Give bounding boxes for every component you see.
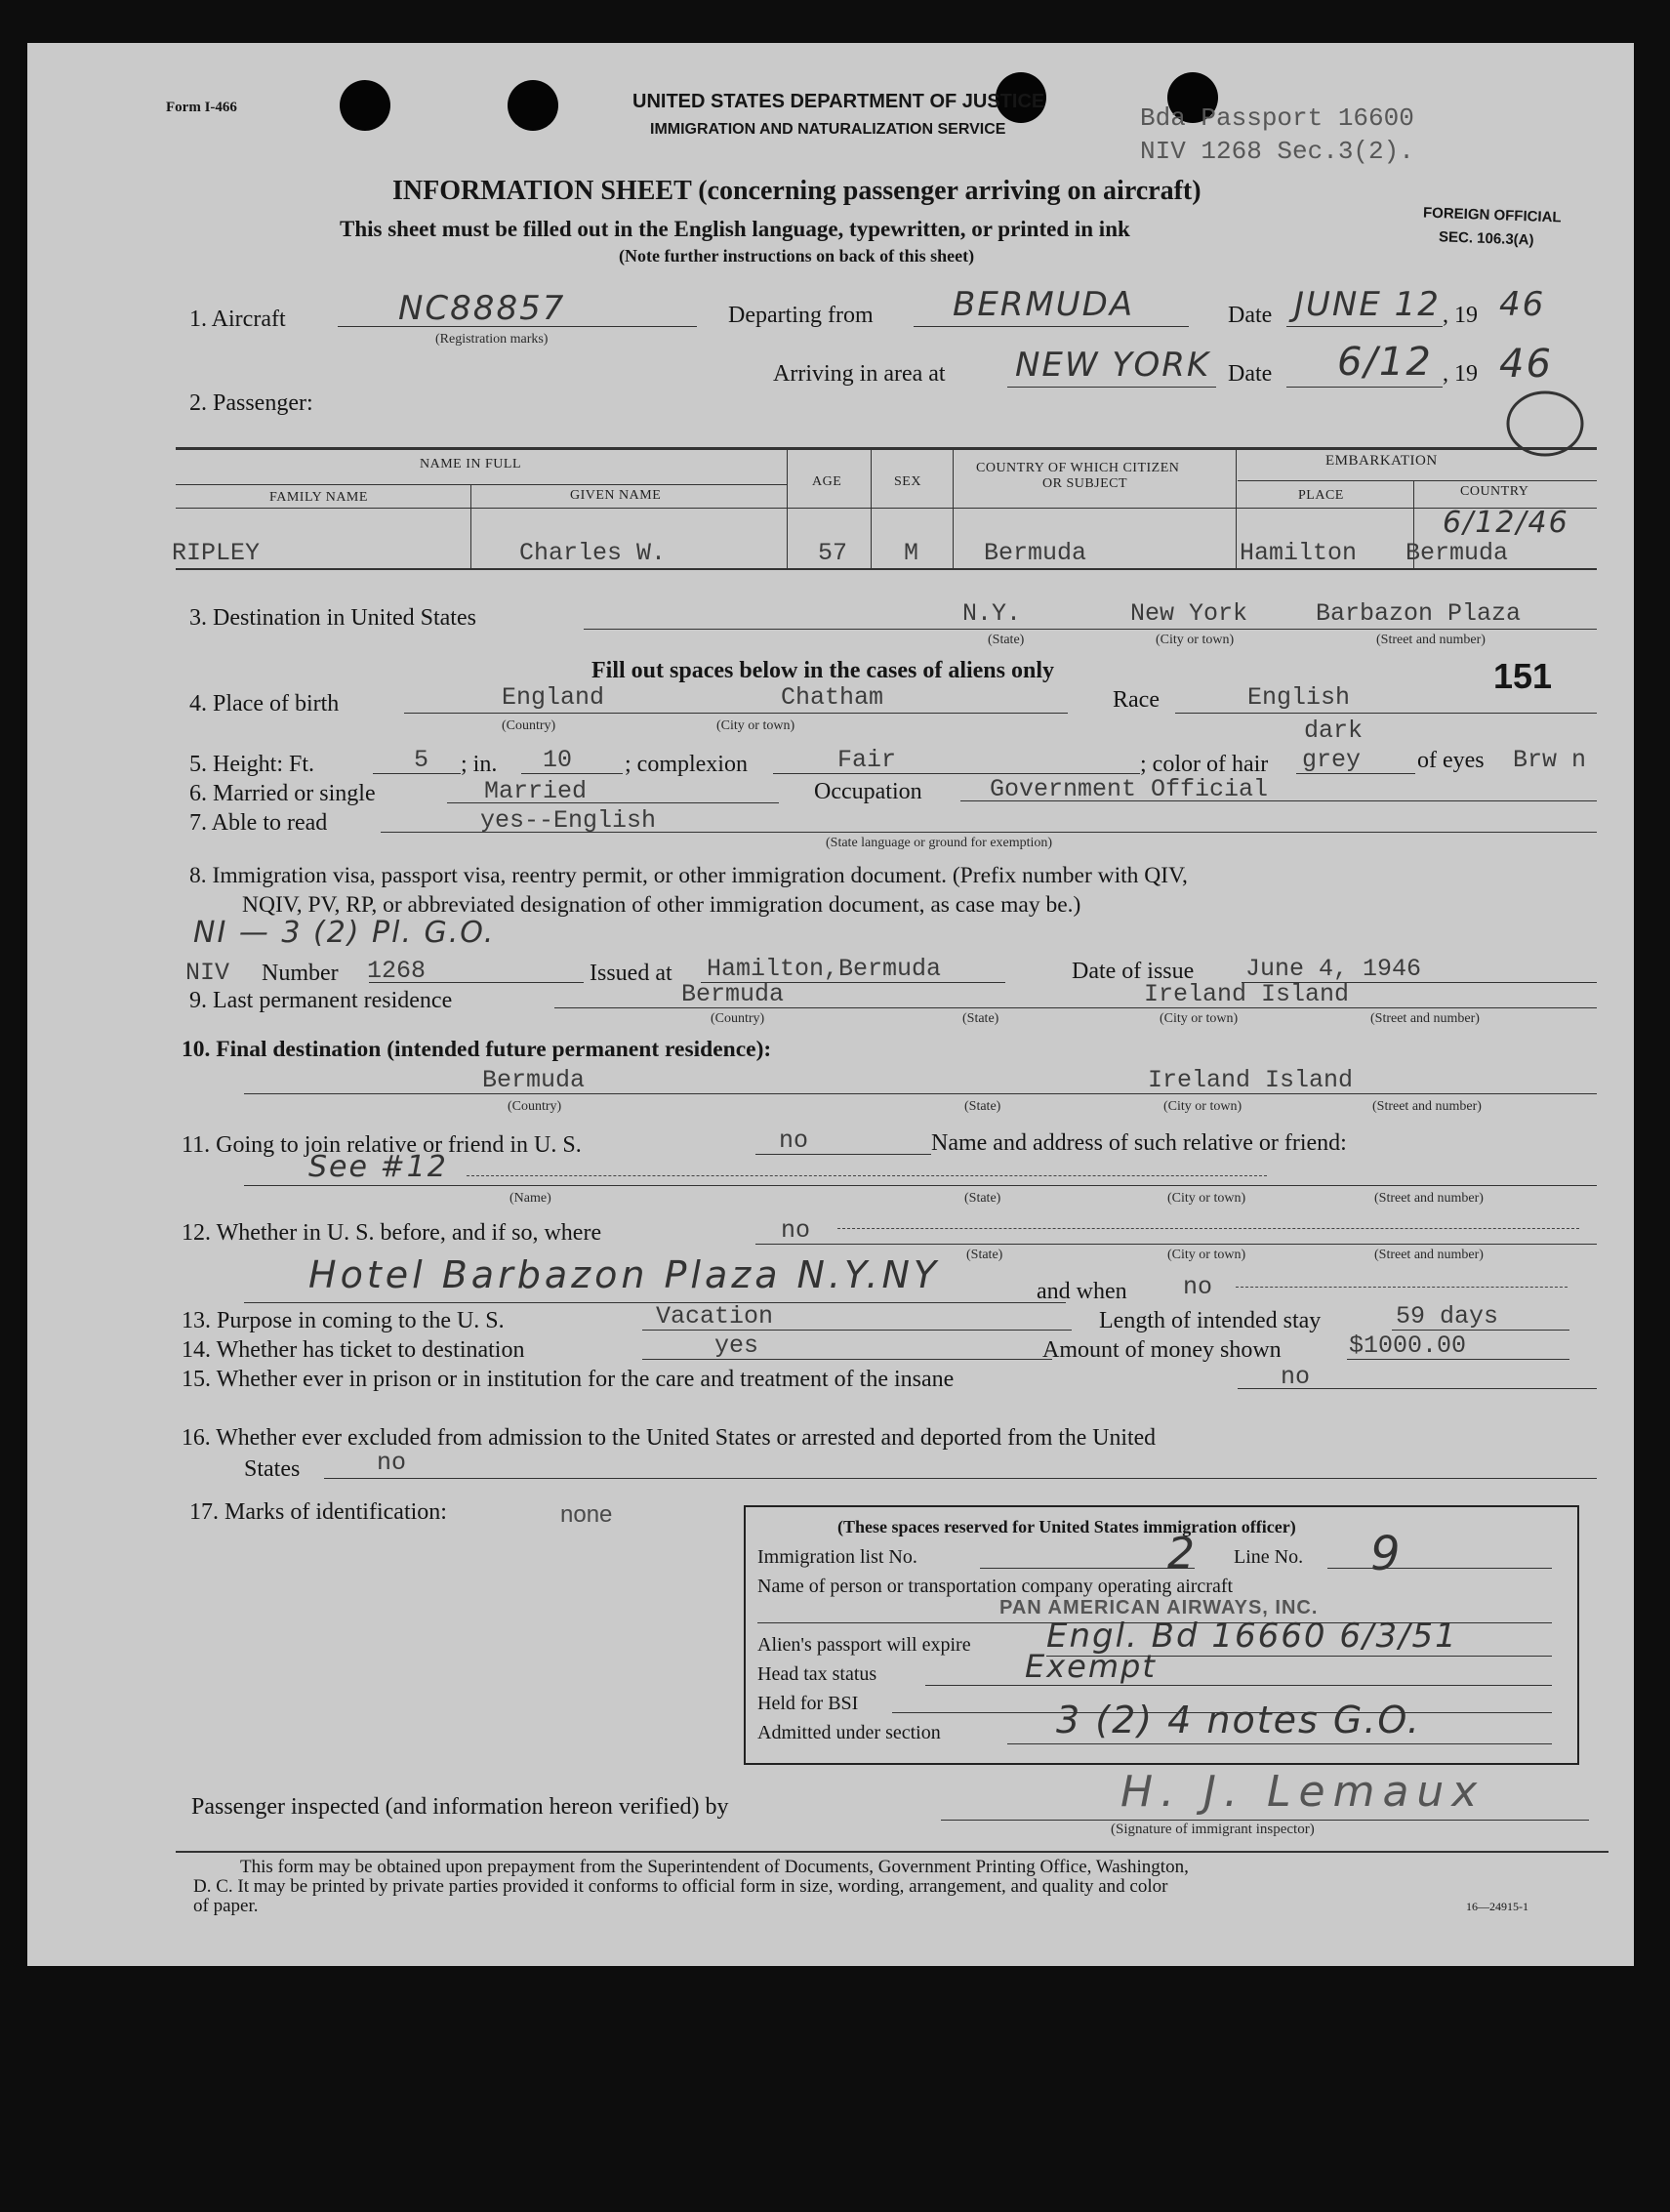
issued-value: Hamilton,Bermuda <box>707 955 942 983</box>
registration-caption: (Registration marks) <box>435 332 549 347</box>
stay-value: 59 days <box>1396 1302 1499 1331</box>
underline <box>404 713 1068 714</box>
header-country: COUNTRY <box>1460 484 1529 499</box>
q6-marital-label: 6. Married or single <box>189 781 376 806</box>
form-note: (Note further instructions on back of this sheet) <box>619 246 975 266</box>
eyes-label: of eyes <box>1417 748 1485 773</box>
table-col-divider <box>953 447 954 568</box>
table-header-bottom <box>176 508 1597 509</box>
read-caption: (State language or ground for exemption) <box>826 836 1053 850</box>
money-label: Amount of money shown <box>1042 1337 1282 1363</box>
form-subtitle: This sheet must be filled out in the English language, typewritten, or printed in ink <box>340 217 1130 241</box>
arrival-date-label: Date <box>1228 361 1273 387</box>
excluded-value: no <box>377 1449 407 1477</box>
caption-state: (State) <box>964 1099 1001 1114</box>
caption-country: (Country) <box>711 1011 765 1026</box>
issue-date-value: June 4, 1946 <box>1245 955 1422 983</box>
arrival-date-value: 6/12 <box>1337 340 1433 385</box>
height-feet: 5 <box>414 746 429 774</box>
underline <box>244 1302 1066 1303</box>
underline <box>925 1685 1552 1686</box>
q9-residence-label: 9. Last permanent residence <box>189 988 453 1013</box>
destination-city: New York <box>1130 599 1248 628</box>
passenger-family-name: RIPLEY <box>172 539 261 567</box>
caption-city: (City or town) <box>1160 1011 1239 1026</box>
department-name: UNITED STATES DEPARTMENT OF JUSTICE <box>632 91 1045 112</box>
immigration-list-number: 2 <box>1167 1529 1197 1578</box>
company-label: Name of person or transportation company operating aircraft <box>757 1576 1234 1597</box>
underline <box>244 1185 1597 1186</box>
caption-state: (State) <box>966 1248 1003 1262</box>
passenger-age: 57 <box>818 539 848 567</box>
marital-value: Married <box>484 777 588 805</box>
caption-street: (Street and number) <box>1374 1191 1484 1206</box>
signature-caption: (Signature of immigrant inspector) <box>1111 1822 1315 1837</box>
hair-label: ; color of hair <box>1140 752 1269 777</box>
form-number: Form I-466 <box>166 100 237 115</box>
dashed-fill-line <box>467 1175 1267 1176</box>
relative-name-label: Name and address of such relative or friend: <box>931 1130 1347 1156</box>
table-col-divider <box>787 447 788 568</box>
header-given-name: GIVEN NAME <box>570 488 662 503</box>
final-city: Ireland Island <box>1148 1066 1354 1094</box>
passenger-citizenship: Bermuda <box>984 539 1087 567</box>
underline <box>1175 713 1597 714</box>
underline <box>1286 326 1443 327</box>
underline <box>244 1093 1597 1094</box>
birth-city: Chatham <box>781 683 884 712</box>
document-prefix: NIV <box>185 959 230 987</box>
height-inches: 10 <box>543 746 573 774</box>
header-age: AGE <box>812 474 842 489</box>
q8-document-text-1: 8. Immigration visa, passport visa, reentry permit, or other immigration document. (Prefix number with QIV, <box>189 863 1188 888</box>
table-col-divider <box>470 484 471 568</box>
dashed-fill-line <box>837 1228 1579 1229</box>
q5-height-label: 5. Height: Ft. <box>189 752 315 777</box>
caption-street: (Street and number) <box>1376 633 1486 647</box>
caption-country: (Country) <box>502 718 556 733</box>
handwritten-see-12: See #12 <box>308 1150 448 1184</box>
caption-city: (City or town) <box>1156 633 1235 647</box>
header-place: PLACE <box>1298 488 1344 503</box>
when-value: no <box>1183 1273 1213 1301</box>
race-label: Race <box>1113 687 1160 713</box>
passport-expire-label: Alien's passport will expire <box>757 1634 971 1656</box>
when-label: and when <box>1037 1279 1127 1304</box>
date-year: 46 <box>1499 285 1546 324</box>
officer-reserved-box <box>744 1505 1579 1765</box>
arriving-value: NEW YORK <box>1015 346 1211 385</box>
q12-before-label: 12. Whether in U. S. before, and if so, where <box>182 1220 602 1246</box>
header-name-in-full: NAME IN FULL <box>420 457 521 471</box>
caption-state: (State) <box>962 1011 999 1026</box>
q8-document-text-2: NQIV, PV, RP, or abbreviated designation of other immigration document, as case may be.) <box>242 892 1081 918</box>
issued-label: Issued at <box>590 961 672 986</box>
residence-city: Ireland Island <box>1144 980 1350 1008</box>
inspector-signature: H. J. Lemaux <box>1120 1767 1486 1817</box>
header-family-name: FAMILY NAME <box>269 490 368 505</box>
table-col-divider <box>871 447 872 568</box>
handwritten-hotel: Hotel Barbazon Plaza N.Y.NY <box>308 1253 941 1296</box>
header-citizenship-2: OR SUBJECT <box>1042 476 1128 491</box>
form-title: INFORMATION SHEET (concerning passenger arriving on aircraft) <box>392 176 1202 206</box>
q17-marks-label: 17. Marks of identification: <box>189 1499 447 1525</box>
held-for-bsi-label: Held for BSI <box>757 1693 859 1714</box>
date-label: Date <box>1228 303 1273 328</box>
immigration-list-label: Immigration list No. <box>757 1546 917 1568</box>
race-value: English <box>1247 683 1351 712</box>
caption-street: (Street and number) <box>1372 1099 1482 1114</box>
occupation-value: Government Official <box>990 775 1269 803</box>
inspected-label: Passenger inspected (and information hereon verified) by <box>191 1794 729 1820</box>
punch-hole <box>508 80 558 131</box>
underline <box>773 773 1140 774</box>
q15-prison-label: 15. Whether ever in prison or in institution for the care and treatment of the insane <box>182 1367 955 1392</box>
occupation-label: Occupation <box>814 779 922 804</box>
q10-final-destination-label: 10. Final destination (intended future permanent residence): <box>182 1037 772 1062</box>
caption-city: (City or town) <box>1167 1191 1246 1206</box>
caption-country: (Country) <box>508 1099 562 1114</box>
aliens-only-heading: Fill out spaces below in the cases of aliens only <box>591 658 1055 683</box>
ticket-value: yes <box>714 1331 759 1360</box>
date-year-prefix: , 19 <box>1443 303 1478 328</box>
footer-text-2: D. C. It may be printed by private parties provided it conforms to official form in size, wording, arrangement, and quality and color <box>193 1876 1168 1897</box>
line-number-value: 9 <box>1370 1527 1403 1581</box>
underline <box>1007 387 1216 388</box>
before-value: no <box>781 1216 811 1245</box>
caption-state: (State) <box>964 1191 1001 1206</box>
handwritten-embarkation-date: 6/12/46 <box>1443 506 1569 540</box>
table-col-divider <box>1236 447 1237 568</box>
embarkation-place: Hamilton <box>1240 539 1358 567</box>
q16-excluded-label-2: States <box>244 1456 301 1482</box>
underline <box>914 326 1189 327</box>
head-tax-value: Exempt <box>1025 1648 1157 1685</box>
header-citizenship-1: COUNTRY OF WHICH CITIZEN <box>976 461 1180 475</box>
q13-purpose-label: 13. Purpose in coming to the U. S. <box>182 1308 505 1333</box>
dashed-fill-line <box>1236 1287 1568 1288</box>
aircraft-value: NC88857 <box>398 289 566 328</box>
passenger-given-name: Charles W. <box>519 539 667 567</box>
read-value: yes--English <box>480 806 657 835</box>
admitted-label: Admitted under section <box>757 1722 941 1743</box>
birth-country: England <box>502 683 605 712</box>
footer-form-code: 16—24915-1 <box>1466 1900 1528 1913</box>
q2-passenger-label: 2. Passenger: <box>189 390 313 416</box>
underline <box>1286 387 1443 388</box>
footer-text-1: This form may be obtained upon prepayment from the Superintendent of Documents, Government Printing Office, Washington, <box>240 1857 1189 1877</box>
table-header-divider <box>176 484 787 485</box>
foreign-official-stamp-line1: FOREIGN OFFICIAL <box>1422 204 1562 226</box>
stamped-number: 151 <box>1493 656 1553 696</box>
arriving-label: Arriving in area at <box>773 361 946 387</box>
stay-label: Length of intended stay <box>1099 1308 1322 1333</box>
eyes-value: Brw n <box>1513 746 1587 774</box>
punch-hole <box>340 80 390 131</box>
join-value: no <box>779 1126 809 1155</box>
arrival-year-prefix: , 19 <box>1443 361 1478 387</box>
header-embarkation: EMBARKATION <box>1325 453 1438 469</box>
complexion-label: ; complexion <box>625 752 748 777</box>
purpose-value: Vacation <box>656 1302 774 1331</box>
head-tax-label: Head tax status <box>757 1663 877 1685</box>
underline <box>755 1244 1597 1245</box>
admitted-value: 3 (2) 4 notes G.O. <box>1056 1699 1421 1741</box>
q3-destination-label: 3. Destination in United States <box>189 605 476 631</box>
caption-name: (Name) <box>509 1191 551 1206</box>
table-header-divider <box>1238 480 1597 481</box>
passport-stamp-line2: NIV 1268 Sec.3(2). <box>1140 137 1414 166</box>
footer-divider <box>176 1851 1609 1853</box>
embarkation-country: Bermuda <box>1405 539 1509 567</box>
complexion-value: Fair <box>837 746 897 774</box>
passport-expire-value: Engl. Bd 16660 6/3/51 <box>1046 1617 1458 1656</box>
line-number-label: Line No. <box>1234 1546 1304 1568</box>
q4-birthplace-label: 4. Place of birth <box>189 691 340 717</box>
company-value: PAN AMERICAN AIRWAYS, INC. <box>999 1597 1319 1618</box>
foreign-official-stamp-line2: SEC. 106.3(A) <box>1438 228 1534 249</box>
caption-street: (Street and number) <box>1370 1011 1480 1026</box>
underline <box>324 1478 1597 1479</box>
passport-stamp-line1: Bda Passport 16600 <box>1140 103 1414 133</box>
residence-country: Bermuda <box>681 980 785 1008</box>
date-value: JUNE 12 <box>1294 285 1441 324</box>
caption-state: (State) <box>988 633 1025 647</box>
caption-street: (Street and number) <box>1374 1248 1484 1262</box>
underline <box>1296 773 1415 774</box>
footer-text-3: of paper. <box>193 1896 259 1916</box>
underline <box>642 1359 1052 1360</box>
underline <box>1327 1568 1552 1569</box>
inches-label: ; in. <box>461 752 498 777</box>
departing-value: BERMUDA <box>953 285 1135 324</box>
q11-join-label: 11. Going to join relative or friend in U. S. <box>182 1132 582 1158</box>
table-bottom-border <box>176 568 1597 570</box>
handwritten-document-note: NI — 3 (2) Pl. G.O. <box>193 916 496 950</box>
caption-city: (City or town) <box>1167 1248 1246 1262</box>
money-value: $1000.00 <box>1349 1331 1467 1360</box>
underline <box>1007 1743 1552 1744</box>
underline <box>584 629 1597 630</box>
destination-state: N.Y. <box>962 599 1022 628</box>
underline <box>941 1820 1589 1821</box>
departing-label: Departing from <box>728 303 874 328</box>
marks-value: none <box>560 1501 613 1528</box>
destination-street: Barbazon Plaza <box>1316 599 1522 628</box>
arrival-year: 46 <box>1499 342 1553 387</box>
q1-aircraft-label: 1. Aircraft <box>189 307 286 332</box>
underline <box>338 326 697 327</box>
document-number: 1268 <box>367 957 427 985</box>
officer-box-title: (These spaces reserved for United States immigration officer) <box>837 1517 1296 1536</box>
q7-read-label: 7. Able to read <box>189 810 328 836</box>
prison-value: no <box>1281 1363 1311 1391</box>
hair-note: dark <box>1304 717 1364 745</box>
table-top-border <box>176 447 1597 450</box>
q16-excluded-label-1: 16. Whether ever excluded from admission to the United States or arrested and deported from the United <box>182 1425 1157 1451</box>
passenger-sex: M <box>904 539 919 567</box>
caption-city: (City or town) <box>1163 1099 1242 1114</box>
caption-city: (City or town) <box>716 718 795 733</box>
q14-ticket-label: 14. Whether has ticket to destination <box>182 1337 525 1363</box>
issue-date-label: Date of issue <box>1072 959 1195 984</box>
underline <box>980 1568 1195 1569</box>
number-label: Number <box>262 961 339 986</box>
final-country: Bermuda <box>482 1066 586 1094</box>
header-sex: SEX <box>894 474 921 489</box>
form-sheet <box>27 43 1634 1966</box>
handwritten-circle <box>1501 387 1589 465</box>
service-name: IMMIGRATION AND NATURALIZATION SERVICE <box>650 121 1006 138</box>
hair-value: grey <box>1302 746 1362 774</box>
